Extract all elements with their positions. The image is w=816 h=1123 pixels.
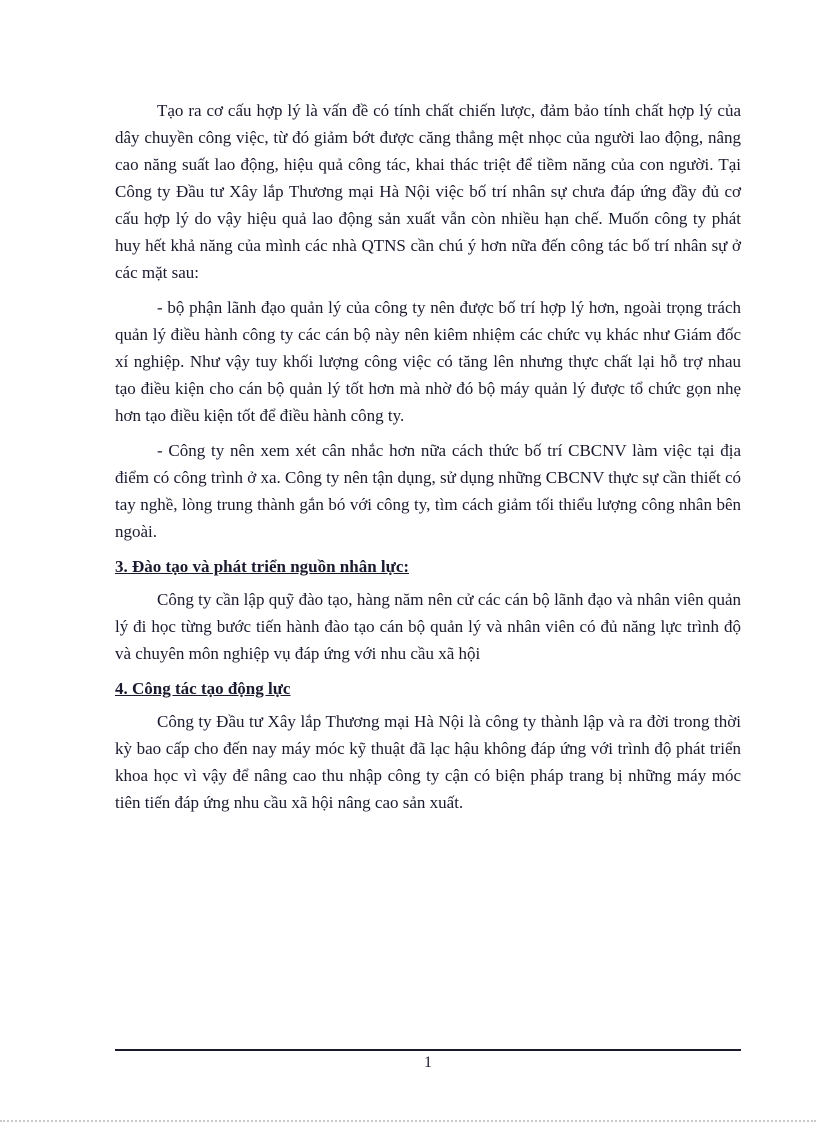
page-bottom-edge xyxy=(0,1120,816,1122)
page-footer xyxy=(115,1049,741,1072)
paragraph-intro: Tạo ra cơ cấu hợp lý là vấn đề có tính chất chiến lược, đảm bảo tính chất hợp lý của dây chuyền công việc, từ đó giảm bớt được căng thẳng mệt nhọc của người lao động, nâng cao năng suất lao động, hiệu quả công tác, khai thác triệt để tiềm năng của con người. Tại Công ty Đầu tư Xây lắp Thương mại Hà Nội việc bố trí nhân sự chưa đáp ứng đầy đủ cơ cấu hợp lý do vậy hiệu quả lao động sản xuất vẫn còn nhiều hạn chế. Muốn công ty phát huy hết khả năng của mình các nhà QTNS cần chú ý hơn nữa đến công tác bố trí nhân sự ở các mặt sau: xyxy=(115,101,741,282)
paragraph-bullet-management: - bộ phận lãnh đạo quản lý của công ty nên được bố trí hợp lý hơn, ngoài trọng trách quản lý điều hành công ty các cán bộ này nên kiêm nhiệm các chức vụ khác như Giám đốc xí nghiệp. Như vậy tuy khối lượng công việc có tăng lên nhưng thực chất lại hỗ trợ nhau tạo điều kiện cho cán bộ quản lý tốt hơn mà nhờ đó bộ máy quản lý được tổ chức gọn nhẹ hơn tạo điều kiện tốt để điều hành công ty. xyxy=(115,298,741,425)
page-number: 1 xyxy=(424,1054,432,1071)
section-heading-motivation: 4. Công tác tạo động lực xyxy=(115,679,291,698)
paragraph-bullet-cbcnv: - Công ty nên xem xét cân nhắc hơn nữa cách thức bố trí CBCNV làm việc tại địa điểm có công trình ở xa. Công ty nên tận dụng, sử dụng những CBCNV thực sự cần thiết có tay nghề, lòng trung thành gắn bó với công ty, tìm cách giảm tối thiểu lượng công nhân bên ngoài. xyxy=(115,441,741,541)
paragraph-training: Công ty cần lập quỹ đào tạo, hàng năm nên cử các cán bộ lãnh đạo và nhân viên quản lý đi học từng bước tiến hành đào tạo cán bộ quản lý và nhân viên có đủ năng lực trình độ và chuyên môn nghiệp vụ đáp ứng với nhu cầu xã hội xyxy=(115,590,741,663)
document-body xyxy=(115,0,741,824)
section-heading-training: 3. Đào tạo và phát triển nguồn nhân lực: xyxy=(115,557,410,576)
paragraph-motivation: Công ty Đầu tư Xây lắp Thương mại Hà Nội là công ty thành lập và ra đời trong thời kỳ bao cấp cho đến nay máy móc kỹ thuật đã lạc hậu không đáp ứng với trình độ phát triển khoa học vì vậy để nâng cao thu nhập công ty cận có biện pháp trang bị những máy móc tiên tiến đáp ứng nhu cầu xã hội nâng cao sản xuất. xyxy=(115,712,741,812)
